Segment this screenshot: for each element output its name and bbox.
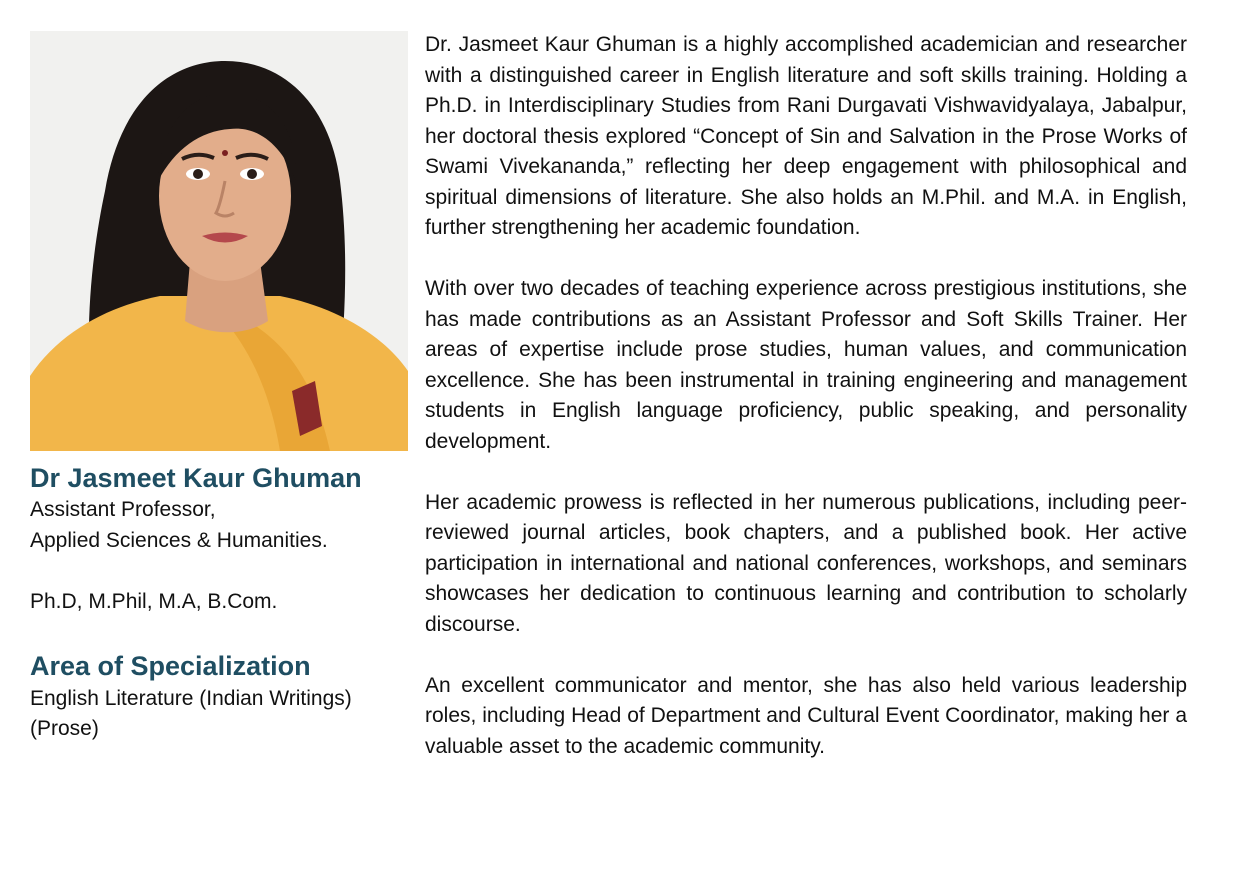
specialization-line: English Literature (Indian Writings) bbox=[30, 686, 352, 710]
portrait-illustration bbox=[30, 31, 408, 451]
specialization-line: (Prose) bbox=[30, 717, 99, 740]
profile-photo bbox=[30, 31, 408, 451]
profile-department: Applied Sciences & Humanities. bbox=[30, 528, 328, 552]
profile-sidebar bbox=[30, 31, 408, 745]
profile-qualifications: Ph.D, M.Phil, M.A, B.Com. bbox=[30, 589, 278, 613]
spacer bbox=[30, 617, 408, 648]
profile-name: Dr Jasmeet Kaur Ghuman bbox=[30, 463, 362, 493]
bio-paragraph: Her academic prowess is reflected in her numerous publications, including peer-reviewed journal articles, book chapters, and a published book. Her active participation in international and national conferences, workshops, and seminars showcases her dedication to continuous learning and contribution to scholarly discourse. bbox=[425, 490, 1187, 636]
biography bbox=[425, 30, 1187, 793]
spacer bbox=[30, 556, 408, 587]
profile-designation: Assistant Professor, bbox=[30, 498, 216, 521]
bio-paragraph: With over two decades of teaching experience across prestigious institutions, she has made contributions as an Assistant Professor and Soft Skills Trainer. Her areas of expertise include prose studies, human values, and communication excellence. She has been instrumental in training engineering and management students in English language proficiency, public speaking, and personality development. bbox=[425, 277, 1187, 453]
specialization-heading: Area of Specialization bbox=[30, 650, 311, 681]
bio-paragraph: An excellent communicator and mentor, she has also held various leadership roles, including Head of Department and Cultural Event Coordinator, making her a valuable asset to the academic community. bbox=[425, 673, 1187, 758]
bio-paragraph: Dr. Jasmeet Kaur Ghuman is a highly accomplished academician and researcher with a distinguished career in English literature and soft skills training. Holding a Ph.D. in Interdisciplinary Studies from Rani Durgavati Vishwavidyalaya, Jabalpur, her doctoral thesis explored “Concept of Sin and Salvation in the Prose Works of Swami Vivekananda,” reflecting her deep engagement with philosophical and spiritual dimensions of literature. She also holds an M.Phil. and M.A. in English, further strengthening her academic foundation. bbox=[425, 33, 1187, 239]
